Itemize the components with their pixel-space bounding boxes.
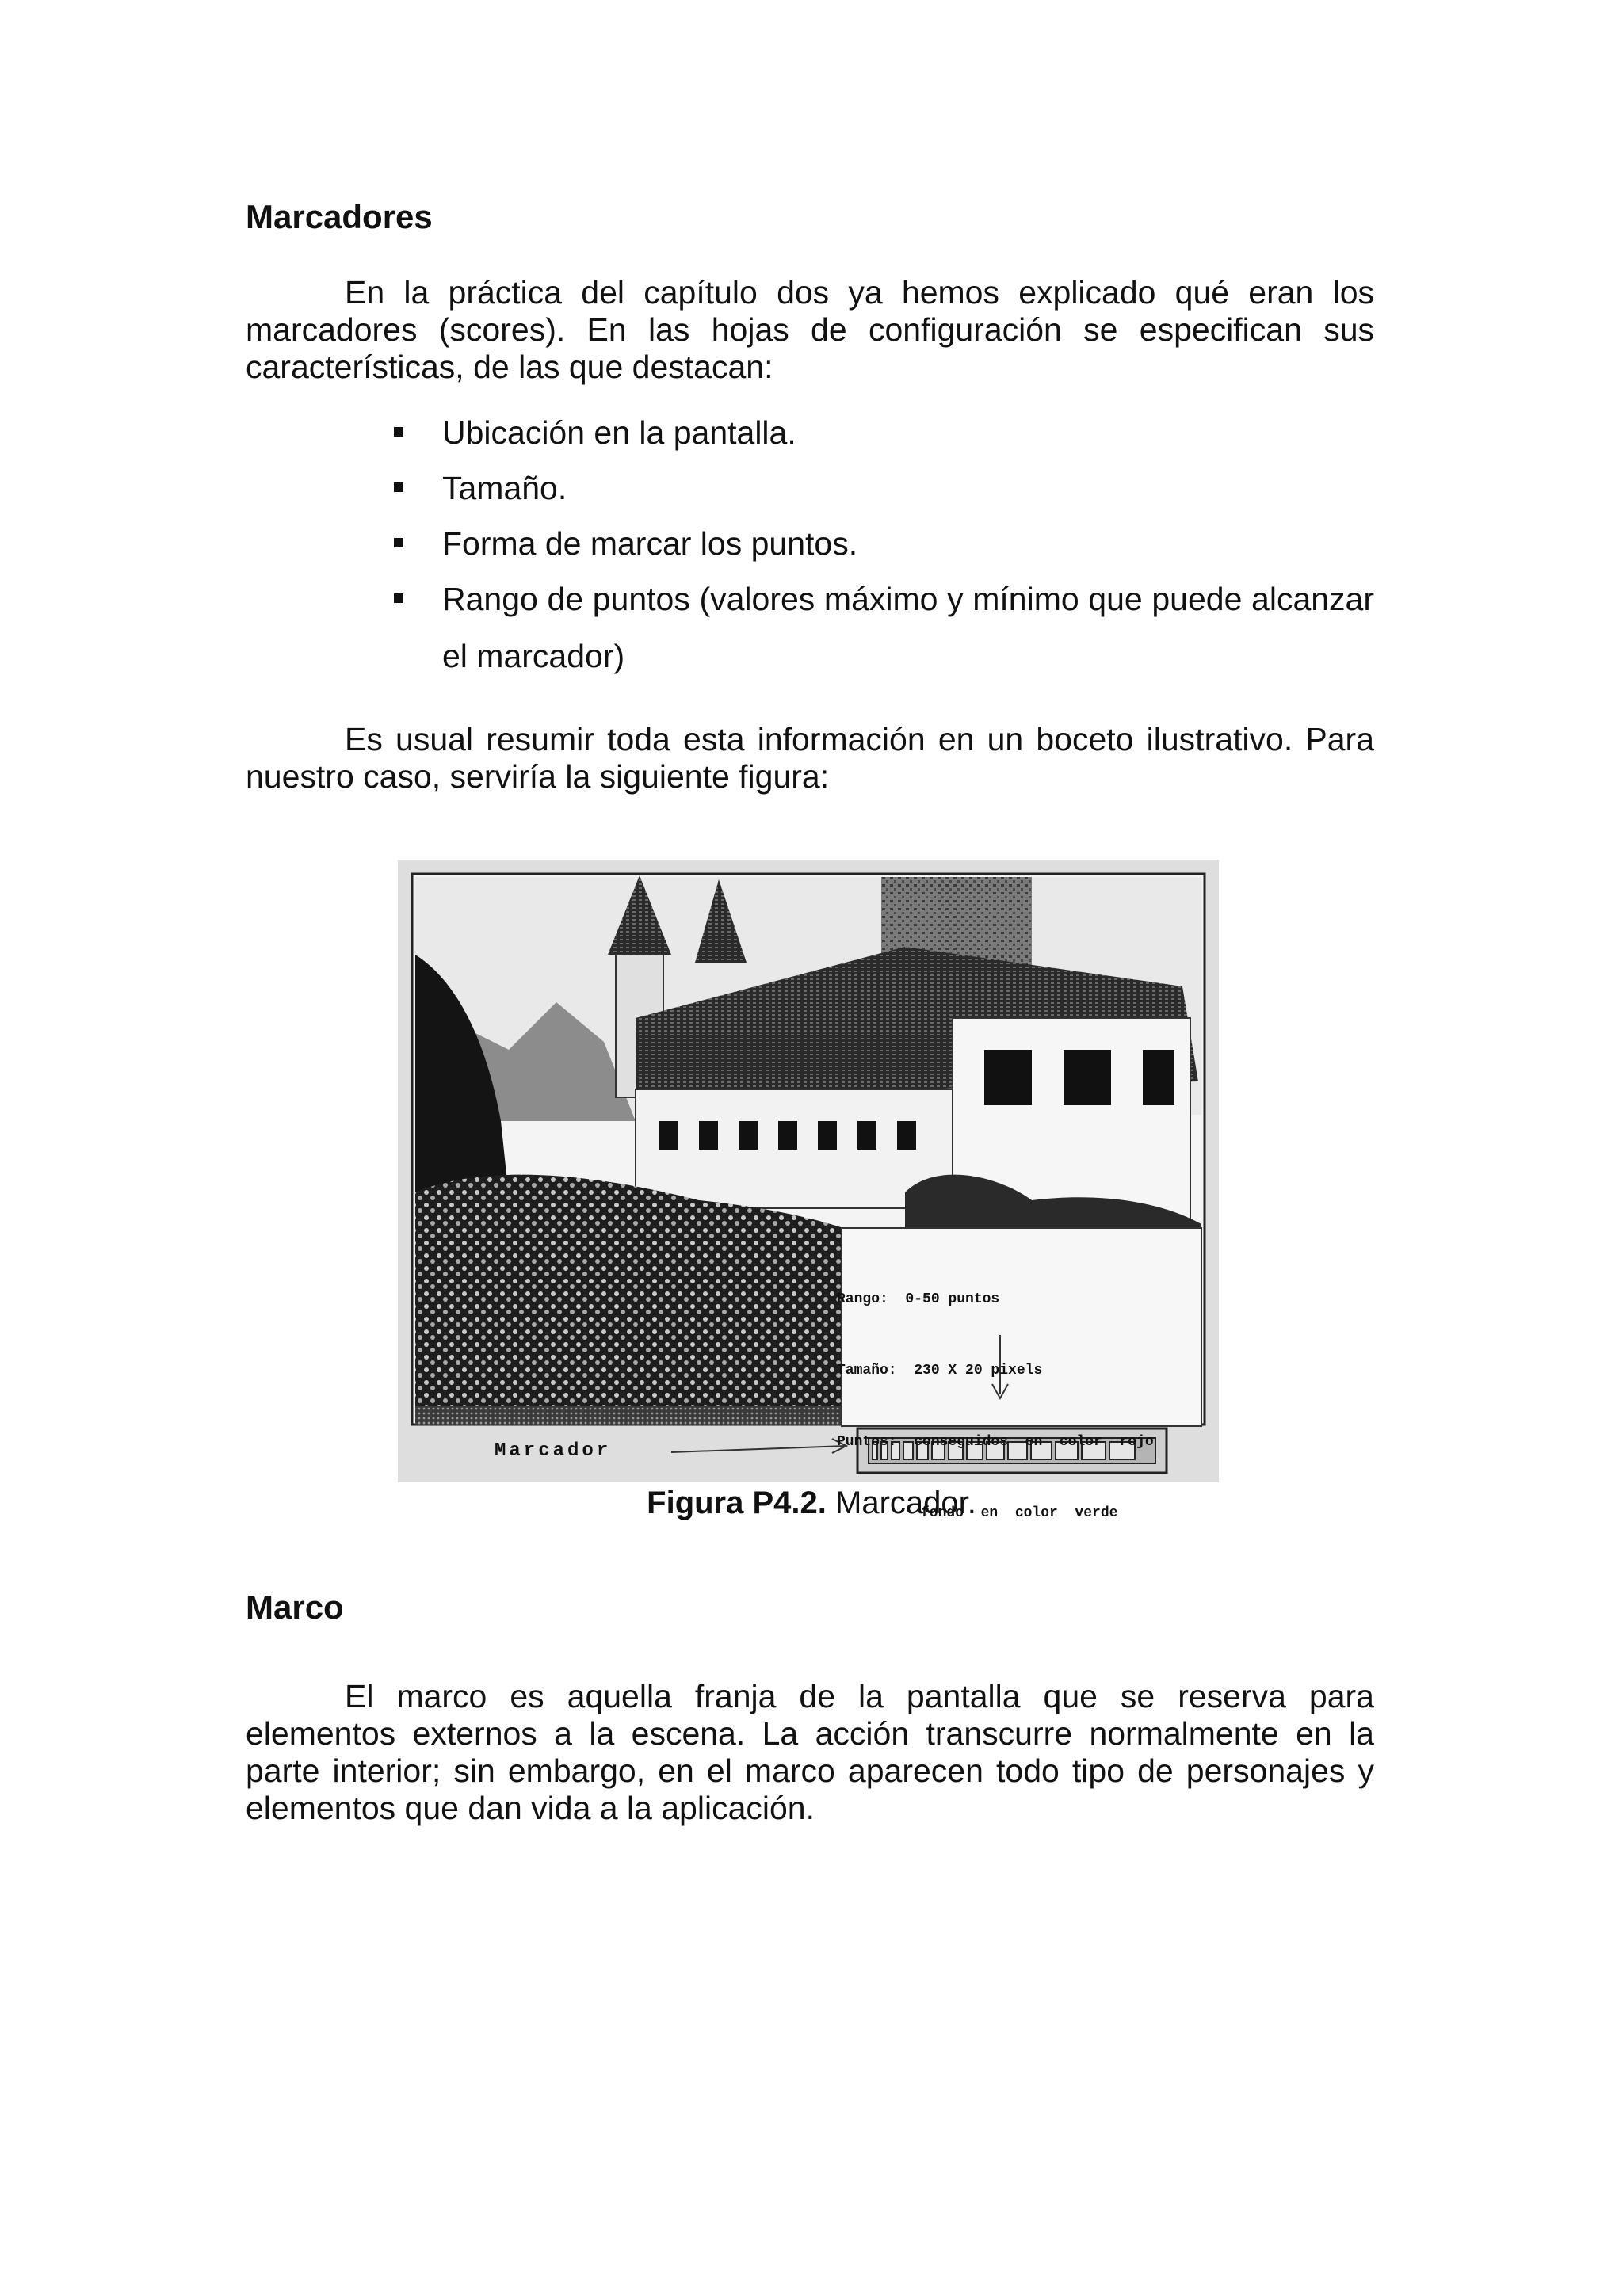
bullet-square-icon — [394, 593, 403, 603]
info-line-tamano: Tamaño: 230 X 20 pixels — [837, 1363, 1043, 1379]
marco-paragraph: El marco es aquella franja de la pantalla que se reserva para elementos externos a la escena. La acción transcurre normalmente en la parte interior; sin embargo, en el marco aparecen todo tipo de personajes y elementos que dan vida a la aplicación. — [246, 1678, 1374, 1826]
bullet-square-icon — [394, 482, 403, 492]
info-line-rango: Rango: 0-50 puntos — [837, 1291, 1000, 1307]
section-heading-marco: Marco — [246, 1589, 344, 1626]
bullet-square-icon — [394, 427, 403, 437]
caption-label: Figura P4.2. — [647, 1486, 827, 1520]
info-line-fondo: fondo en color verde — [921, 1505, 1118, 1521]
section-heading-marcadores: Marcadores — [246, 198, 433, 235]
info-box-text — [837, 1240, 1154, 1573]
caption-text: Marcador. — [826, 1486, 976, 1520]
marker-label: Marcador — [495, 1440, 612, 1462]
summary-paragraph: Es usual resumir toda esta información en un boceto ilustrativo. Para nuestro caso, serviría la siguiente figura: — [246, 721, 1374, 795]
info-line-puntos: Puntos: conseguidos en color rojo — [837, 1434, 1154, 1450]
bullet-square-icon — [394, 538, 403, 547]
figure-caption — [0, 1486, 1623, 1521]
intro-paragraph: En la práctica del capítulo dos ya hemos explicado qué eran los marcadores (scores). En las hojas de configuración se especifican sus características, de las que destacan: — [246, 274, 1374, 385]
